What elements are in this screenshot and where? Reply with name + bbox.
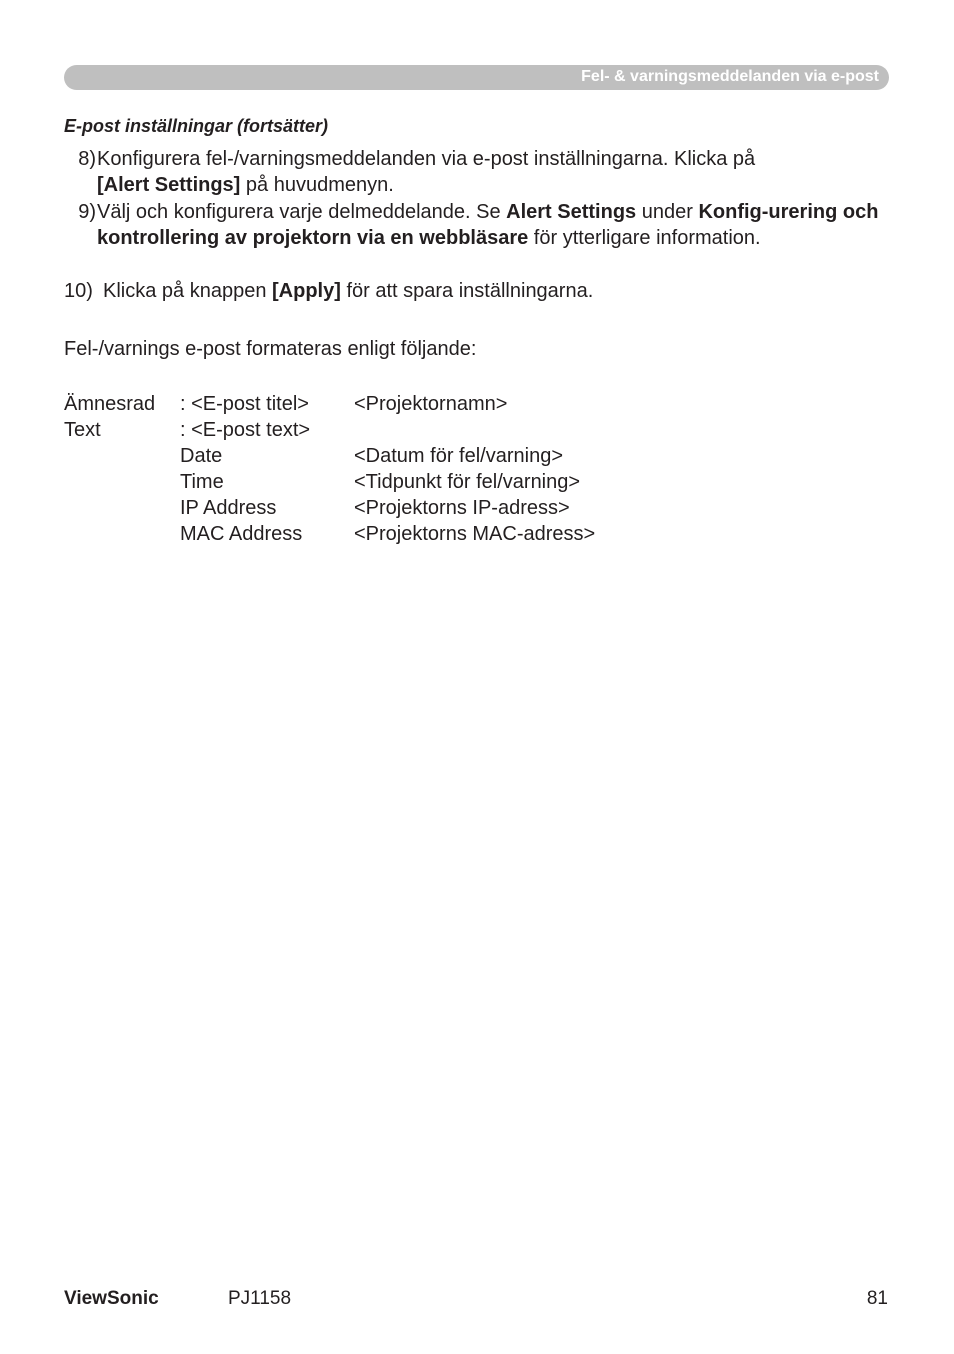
step-text: Klicka på knappen [Apply] för att spara inställningarna. <box>103 280 594 302</box>
format-value: <Projektorns IP-adress> <box>354 497 570 519</box>
step-10 <box>64 278 884 304</box>
step-text: Välj och konfigurera varje delmeddelande. Se Alert Settings under Konfig-urering och kontrollering av projektorn via en webbläsare för ytterligare information. <box>97 201 879 249</box>
format-row-time <box>64 469 764 495</box>
alert-settings-bracket: [Alert Settings] <box>97 174 241 196</box>
alert-settings-ref: Alert Settings <box>506 201 637 223</box>
section-heading: E-post inställningar (fortsätter) <box>64 116 329 136</box>
footer-page-number: 81 <box>866 1288 888 1309</box>
apply-bracket: [Apply] <box>272 280 341 302</box>
web-browser-section-ref: Konfig-urering och kontrollering av projektorn via en webbläsare <box>97 201 879 249</box>
format-row-text <box>64 417 764 443</box>
format-value: <Projektorns MAC-adress> <box>354 523 596 545</box>
format-label: Ämnesrad <box>64 393 156 415</box>
page-header-title: Fel- & varningsmeddelanden via e-post <box>581 68 879 85</box>
format-field: : <E-post titel> <box>180 393 309 415</box>
format-value: <Tidpunkt för fel/varning> <box>354 471 581 493</box>
step-text: Konfigurera fel-/varningsmeddelanden via e-post inställningarna. Klicka på [Alert Settings] på huvudmenyn. <box>97 148 756 196</box>
step-8 <box>64 146 884 198</box>
footer-model: PJ1158 <box>228 1288 292 1309</box>
format-field: Date <box>180 445 223 467</box>
page-header-bar <box>64 65 889 90</box>
format-value: <Datum för fel/varning> <box>354 445 563 467</box>
format-row-date <box>64 443 764 469</box>
step-number: 8) <box>78 148 96 170</box>
format-intro: Fel-/varnings e-post formateras enligt följande: <box>64 338 477 360</box>
format-label: Text <box>64 419 101 441</box>
format-field: : <E-post text> <box>180 419 311 441</box>
format-row-mac-address <box>64 521 764 547</box>
step-9 <box>64 199 884 251</box>
format-value: <Projektornamn> <box>354 393 508 415</box>
step-number: 9) <box>78 201 96 223</box>
format-field: Time <box>180 471 224 493</box>
format-row-ip-address <box>64 495 764 521</box>
step-number: 10) <box>64 280 93 302</box>
format-field: IP Address <box>180 497 277 519</box>
format-field: MAC Address <box>180 523 303 545</box>
format-row-subject <box>64 391 764 417</box>
footer-brand: ViewSonic <box>64 1288 159 1309</box>
